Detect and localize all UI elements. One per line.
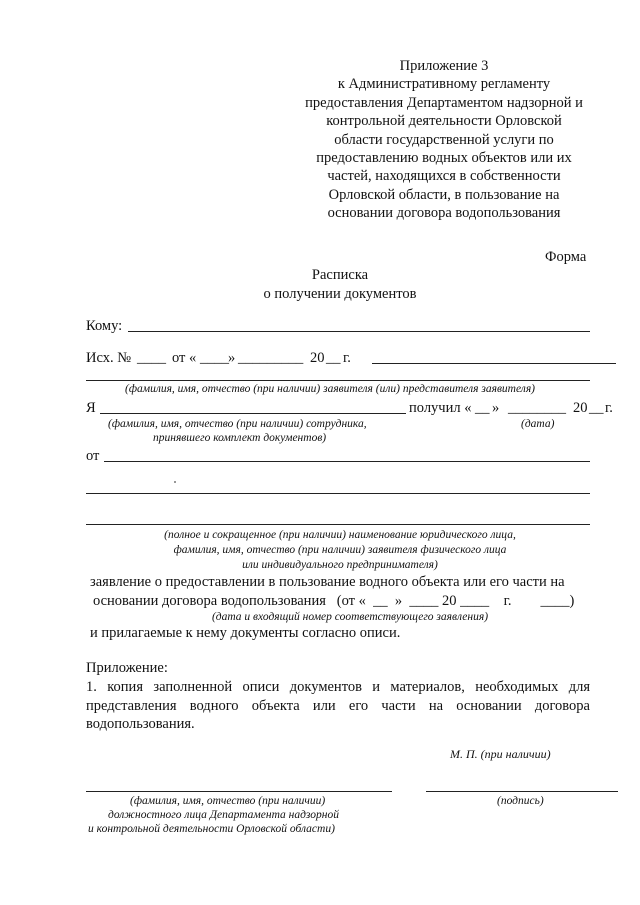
attachment-text: 1. копия заполненной описи документов и материалов, необходимых для представления водного объекта или его части на основании договора водопользования. xyxy=(86,679,590,732)
from-label: от xyxy=(86,448,100,464)
received-label: получил « xyxy=(409,400,472,416)
statement-line-3: и прилагаемые к нему документы согласно описи. xyxy=(90,625,401,641)
to-field-line[interactable] xyxy=(128,331,590,332)
received-year-blank[interactable]: __ xyxy=(589,400,604,416)
employee-caption: (фамилия, имя, отчество (при наличии) сотрудника, xyxy=(108,418,367,430)
ref-close-quote: » xyxy=(228,350,236,366)
received-year-prefix: 20 xyxy=(573,400,588,416)
org-caption-2: фамилия, имя, отчество (при наличии) заявителя физического лица xyxy=(173,544,507,556)
stamp-label: М. П. (при наличии) xyxy=(450,747,551,761)
employee-caption-2: принявшего комплект документов) xyxy=(153,432,327,444)
i-label: Я xyxy=(86,400,96,416)
appendix-line: предоставления Департаментом надзорной и xyxy=(305,94,583,111)
received-close-quote: » xyxy=(492,400,500,416)
ref-from-label: от « xyxy=(172,350,197,366)
received-day-blank[interactable]: __ xyxy=(475,400,490,416)
employee-field-line[interactable] xyxy=(100,413,406,414)
appendix-line: контрольной деятельности Орловской xyxy=(326,113,562,130)
document-title: Расписка xyxy=(311,267,369,283)
ref-month-blank[interactable]: _________ xyxy=(238,350,304,366)
from-field-line-3[interactable] xyxy=(86,524,590,525)
statement-line-2: основании договора водопользования (от « __ » ____ 20 ____ г. ____) xyxy=(93,593,575,609)
document-subtitle: о получении документов xyxy=(263,286,417,302)
org-caption-3: или индивидуального предпринимателя) xyxy=(242,559,438,571)
statement-date-caption: (дата и входящий номер соответствующего заявления) xyxy=(211,611,489,623)
appendix-line: области государственной услуги по xyxy=(334,131,554,148)
appendix-line: Приложение 3 xyxy=(399,58,489,74)
appendix-line: к Административному регламенту xyxy=(337,76,551,93)
signature-caption: (подпись) xyxy=(497,795,544,807)
appendix-header xyxy=(283,57,605,223)
from-field-line-1[interactable] xyxy=(104,461,590,462)
received-month-blank[interactable]: ________ xyxy=(508,400,566,416)
appendix-line: основании договора водопользования xyxy=(327,205,561,222)
official-caption-2: должностного лица Департамента надзорной xyxy=(108,809,339,821)
ref-year-blank[interactable]: __ xyxy=(326,350,341,366)
ref-year-suffix: г. xyxy=(343,350,351,366)
appendix-line: предоставлению водных объектов или их xyxy=(316,150,572,167)
form-label: Форма xyxy=(545,249,587,265)
ref-extra-line[interactable] xyxy=(372,363,616,364)
attachment-label: Приложение: xyxy=(86,660,168,676)
org-caption: (полное и сокращенное (при наличии) наименование юридического лица, xyxy=(164,529,516,541)
ref-day-blank[interactable]: ____ xyxy=(200,350,229,366)
to-label: Кому: xyxy=(86,318,123,334)
from-field-line-2[interactable] xyxy=(86,493,590,494)
date-caption: (дата) xyxy=(521,418,555,430)
appendix-line: частей, находящихся в собственности xyxy=(327,168,561,185)
official-caption-3: и контрольной деятельности Орловской области) xyxy=(88,823,335,835)
appendix-line: Орловской области, в пользование на xyxy=(328,186,560,203)
ref-number-label: Исх. № xyxy=(86,350,132,366)
ref-year-prefix: 20 xyxy=(310,350,325,366)
official-caption: (фамилия, имя, отчество (при наличии) xyxy=(130,795,326,807)
received-year-suffix: г. xyxy=(605,400,613,416)
applicant-field-line[interactable] xyxy=(86,380,590,381)
ref-number-blank[interactable]: ____ xyxy=(137,350,166,366)
statement-line-1: заявление о предоставлении в пользование водного объекта или его части на xyxy=(90,574,565,590)
signature-line[interactable] xyxy=(426,791,618,792)
applicant-caption: (фамилия, имя, отчество (при наличии) заявителя (или) представителя заявителя) xyxy=(124,383,535,395)
scan-speck xyxy=(174,481,176,483)
official-name-line[interactable] xyxy=(86,791,392,792)
